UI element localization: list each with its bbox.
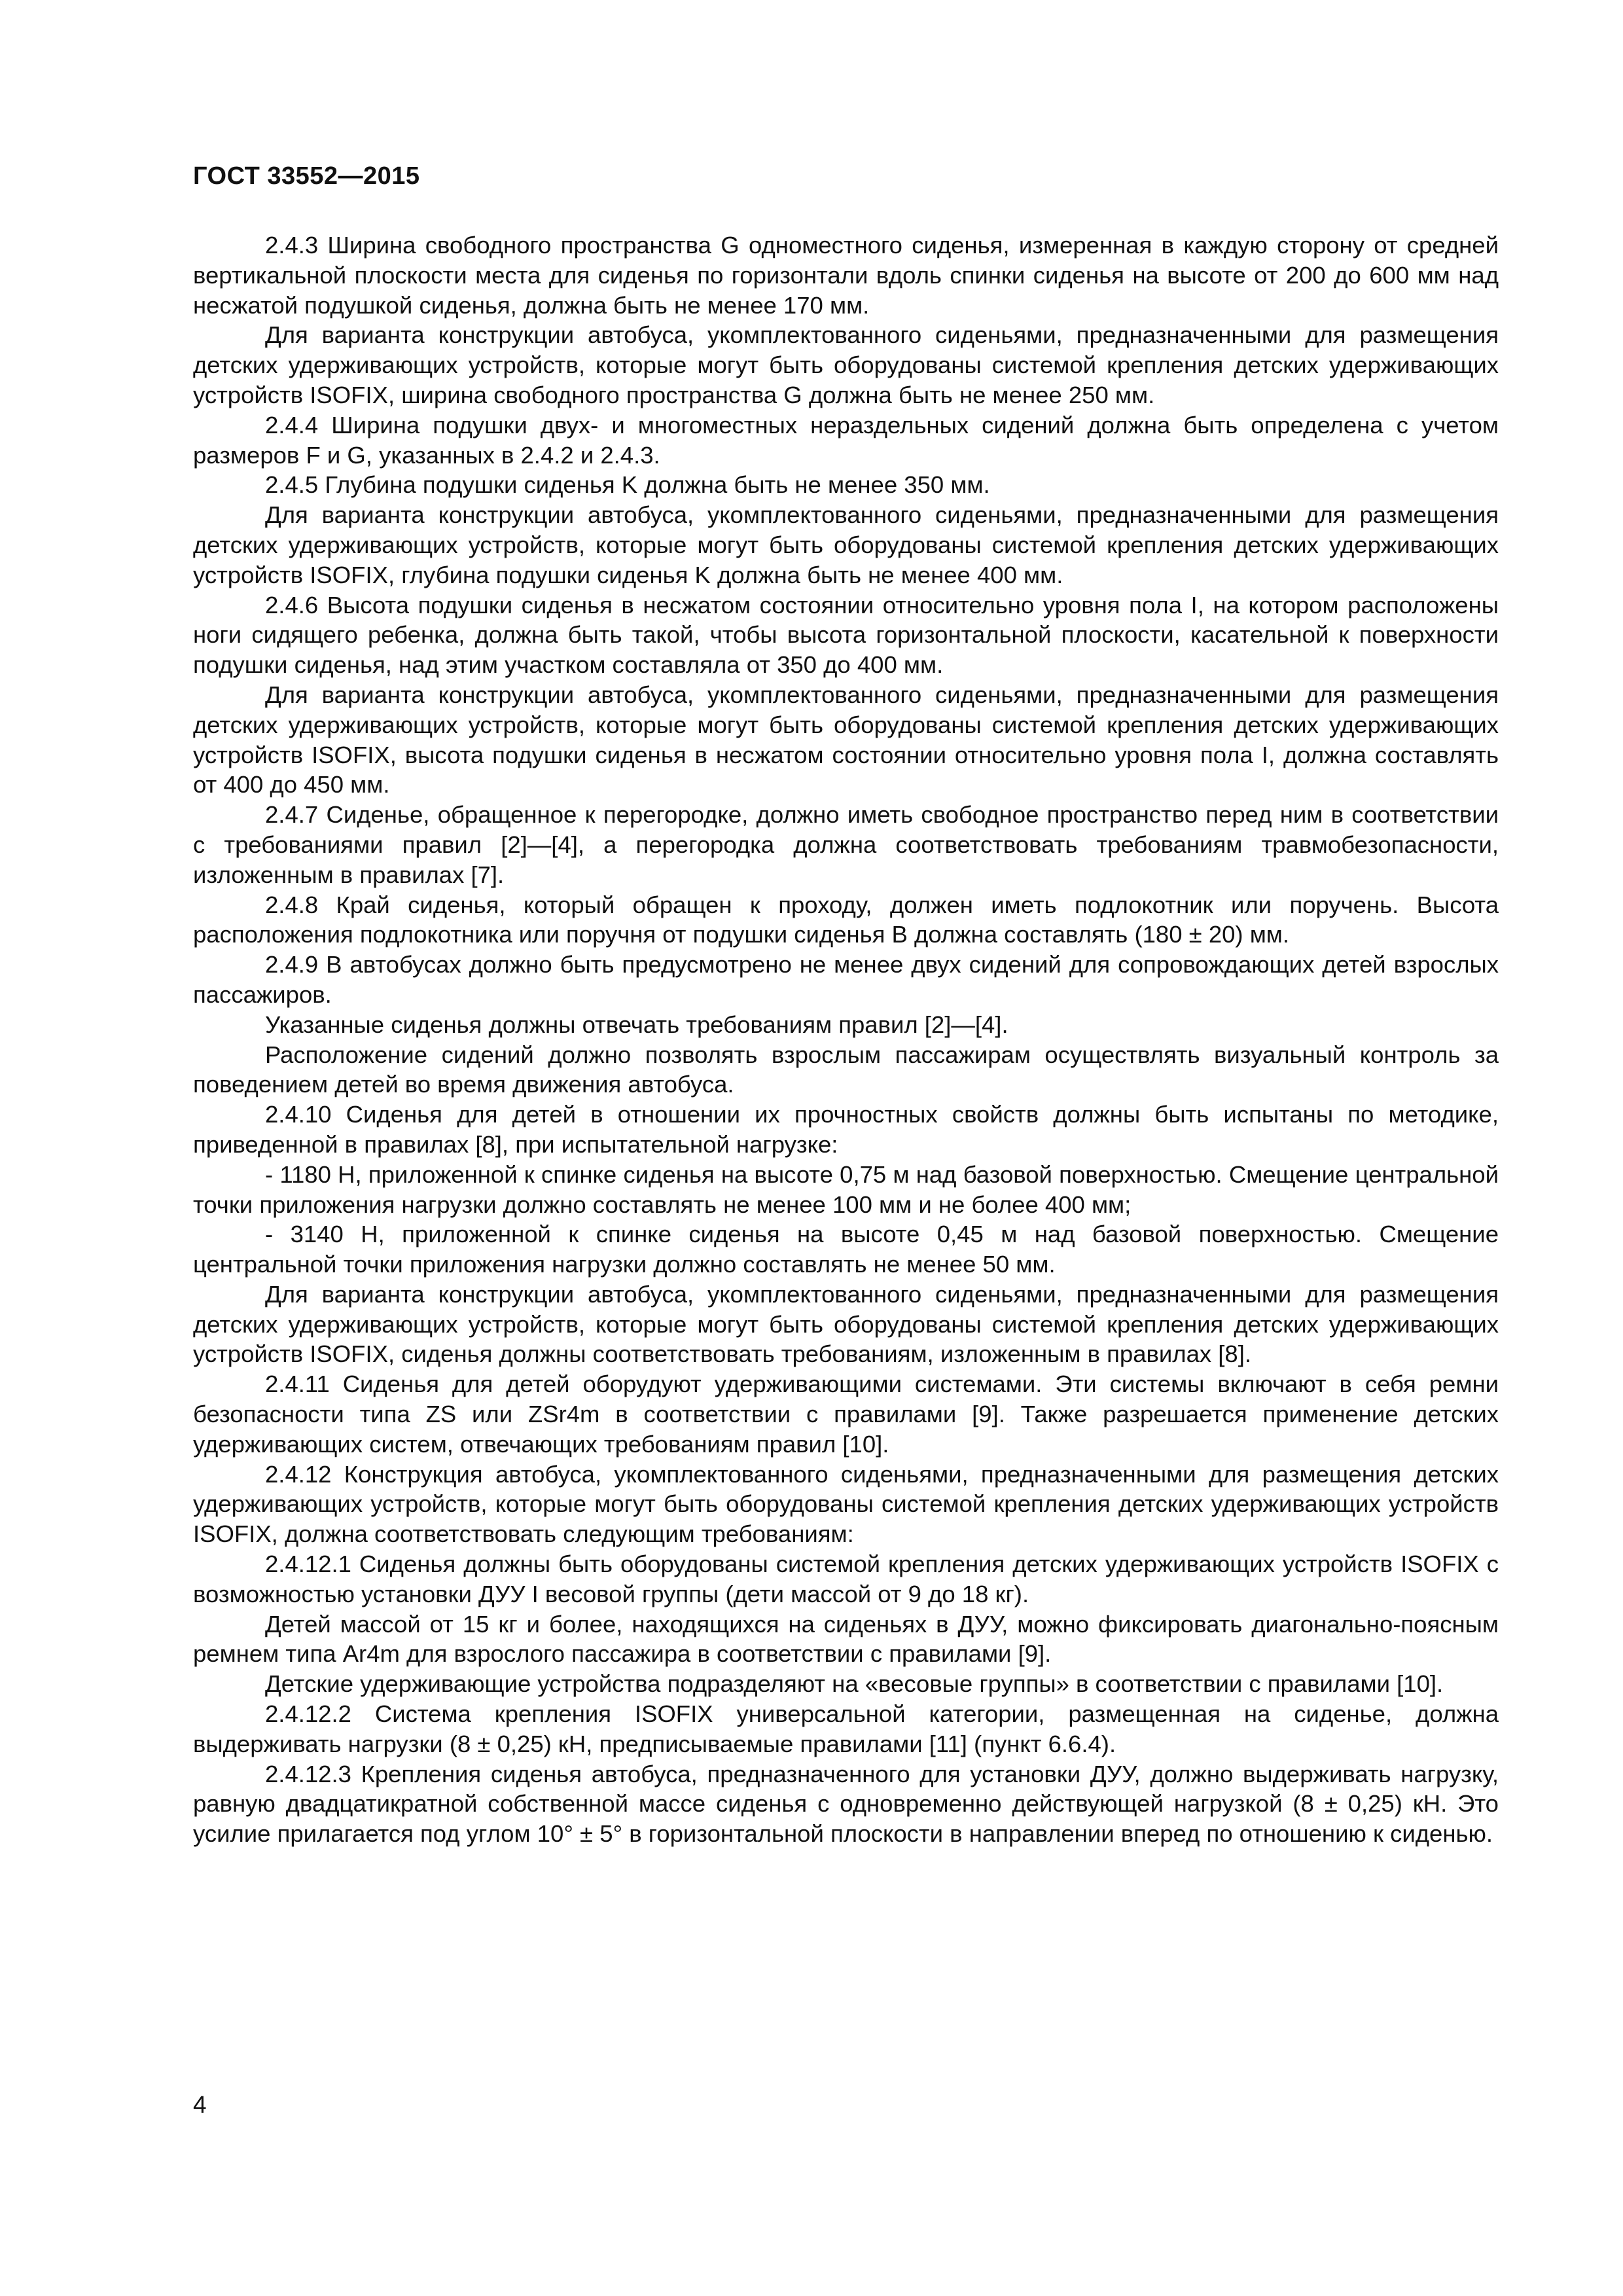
document-body — [193, 230, 1499, 1849]
paragraph: 2.4.7 Сиденье, обращенное к перегородке, должно иметь свободное пространство перед ним в соответствии с требованиями правил [2]—[4], а перегородка должна соответствовать требованиям травмобезопасности, изложенным в правилах [7]. — [193, 801, 1499, 888]
paragraph: Для варианта конструкции автобуса, укомплектованного сиденьями, предназначенными для размещения детских удерживающих устройств, которые могут быть оборудованы системой крепления детских удерживающих устройств ISOFIX, ширина свободного пространства G должна быть не менее 250 мм. — [193, 321, 1499, 408]
paragraph: Для варианта конструкции автобуса, укомплектованного сиденьями, предназначенными для размещения детских удерживающих устройств, которые могут быть оборудованы системой крепления детских удерживающих устройств ISOFIX, сиденья должны соответствовать требованиям, изложенным в правилах [8]. — [193, 1280, 1499, 1368]
paragraph: 2.4.9 В автобусах должно быть предусмотрено не менее двух сидений для сопровождающих детей взрослых пассажиров. — [193, 951, 1499, 1008]
paragraph: Детские удерживающие устройства подразделяют на «весовые группы» в соответствии с правилами [10]. — [265, 1670, 1444, 1698]
page-number: 4 — [193, 2091, 207, 2118]
paragraph: 2.4.4 Ширина подушки двух- и многоместных нераздельных сидений должна быть определена с учетом размеров F и G, указанных в 2.4.2 и 2.4.3. — [193, 411, 1499, 469]
paragraph: 2.4.12.2 Система крепления ISOFIX универсальной категории, размещенная на сиденье, должна выдерживать нагрузки (8 ± 0,25) кН, предписываемые правилами [11] (пункт 6.6.4). — [193, 1700, 1499, 1757]
paragraph: 2.4.11 Сиденья для детей оборудуют удерживающими системами. Эти системы включают в себя ремни безопасности типа ZS или ZSr4m в соответствии с правилами [9]. Также разрешается применение детских удерживающих систем, отвечающих требованиям правил [10]. — [193, 1371, 1499, 1458]
paragraph: 2.4.12.3 Крепления сиденья автобуса, предназначенного для установки ДУУ, должно выдерживать нагрузку, равную двадцатикратной собственной массе сиденья с одновременно действующей нагрузкой (8 ± 0,25) кН. Это усилие прилагается под углом 10° ± 5° в горизонтальной плоскости в направлении вперед по отношению к сиденью. — [193, 1760, 1499, 1848]
document-header: ГОСТ 33552—2015 — [193, 162, 420, 190]
list-item: - 1180 Н, приложенной к спинке сиденья на высоте 0,75 м над базовой поверхностью. Смещение центральной точки приложения нагрузки должно составлять не менее 100 мм и не более 400 мм; — [193, 1160, 1499, 1218]
paragraph: 2.4.12 Конструкция автобуса, укомплектованного сиденьями, предназначенными для размещения детских удерживающих устройств, которые могут быть оборудованы системой крепления детских удерживающих устройств ISOFIX, должна соответствовать следующим требованиям: — [193, 1460, 1499, 1548]
paragraph: 2.4.10 Сиденья для детей в отношении их прочностных свойств должны быть испытаны по методике, приведенной в правилах [8], при испытательной нагрузке: — [193, 1101, 1499, 1158]
paragraph: 2.4.5 Глубина подушки сиденья K должна быть не менее 350 мм. — [265, 471, 990, 499]
paragraph: Для варианта конструкции автобуса, укомплектованного сиденьями, предназначенными для размещения детских удерживающих устройств, которые могут быть оборудованы системой крепления детских удерживающих устройств ISOFIX, глубина подушки сиденья K должна быть не менее 400 мм. — [193, 501, 1499, 588]
paragraph: 2.4.3 Ширина свободного пространства G одноместного сиденья, измеренная в каждую сторону от средней вертикальной плоскости места для сиденья по горизонтали вдоль спинки сиденья на высоте от 200 до 600 мм над несжатой подушкой сиденья, должна быть не менее 170 мм. — [193, 232, 1499, 319]
paragraph: 2.4.8 Край сиденья, который обращен к проходу, должен иметь подлокотник или поручень. Высота расположения подлокотника или поручня от подушки сиденья B должна составлять (180 ± 20) мм. — [193, 891, 1499, 948]
paragraph: Для варианта конструкции автобуса, укомплектованного сиденьями, предназначенными для размещения детских удерживающих устройств, которые могут быть оборудованы системой крепления детских удерживающих устройств ISOFIX, высота подушки сиденья в несжатом состоянии относительно уровня пола I, должна составлять от 400 до 450 мм. — [193, 681, 1499, 798]
paragraph: Расположение сидений должно позволять взрослым пассажирам осуществлять визуальный контроль за поведением детей во время движения автобуса. — [193, 1041, 1499, 1098]
paragraph: Указанные сиденья должны отвечать требованиям правил [2]—[4]. — [265, 1011, 1008, 1038]
paragraph: Детей массой от 15 кг и более, находящихся на сиденьях в ДУУ, можно фиксировать диагонально-поясным ремнем типа Ar4m для взрослого пассажира в соответствии с правилами [9]. — [193, 1610, 1499, 1668]
paragraph: 2.4.12.1 Сиденья должны быть оборудованы системой крепления детских удерживающих устройств ISOFIX с возможностью установки ДУУ I весовой группы (дети массой от 9 до 18 кг). — [193, 1551, 1499, 1607]
paragraph: 2.4.6 Высота подушки сиденья в несжатом состоянии относительно уровня пола I, на котором расположены ноги сидящего ребенка, должна быть такой, чтобы высота горизонтальной плоскости, касательной к поверхности подушки сиденья, над этим участком составляла от 350 до 400 мм. — [193, 591, 1499, 679]
list-item: - 3140 Н, приложенной к спинке сиденья на высоте 0,45 м над базовой поверхностью. Смещение центральной точки приложения нагрузки должно составлять не менее 50 мм. — [193, 1221, 1499, 1278]
